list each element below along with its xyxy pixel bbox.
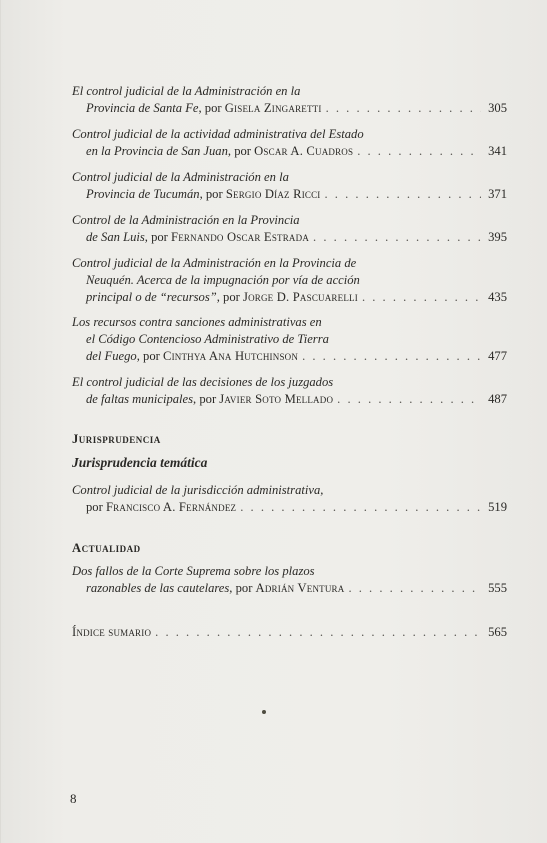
leader-dots <box>240 499 481 516</box>
page-number: 371 <box>488 187 507 201</box>
por-word: por <box>199 392 217 406</box>
entry-author: Oscar A. Cuadros <box>254 144 354 158</box>
leader-dots <box>348 580 481 597</box>
leader-dots <box>337 391 481 408</box>
por-word: por <box>234 144 251 158</box>
por-word: por <box>86 500 103 514</box>
page-number: 519 <box>488 500 507 514</box>
entry-title-line: Control judicial de la jurisdicción administrativa, <box>72 483 324 497</box>
toc-entry[interactable]: Control de la Administración en la Provincia de San Luis , por Fernando Oscar Estrada . . . 395 <box>72 212 507 246</box>
entry-author: Cinthya Ana Hutchinson <box>162 349 299 363</box>
page-number: 555 <box>488 581 507 595</box>
page-number: 477 <box>488 349 507 363</box>
leader-dots <box>326 100 481 117</box>
entry-title-line: El control judicial de la Administración en la <box>72 84 301 98</box>
entry-title-end: Provincia de Tucumán <box>86 187 200 201</box>
entry-title-line: Los recursos contra sanciones administrativas en <box>72 315 322 329</box>
entry-title-end: Provincia de Santa Fe <box>86 101 199 115</box>
page-number: 487 <box>488 392 507 406</box>
entry-author: Javier Soto Mellado <box>219 392 334 406</box>
entry-title-line: Control judicial de la Administración en la Provincia de <box>72 256 357 270</box>
leader-dots <box>155 624 481 641</box>
por-word: por <box>223 290 240 304</box>
entry-title-end: en la Provincia de San Juan <box>86 144 228 158</box>
entry-author: Fernando Oscar Estrada <box>171 230 310 244</box>
entry-title-line: Control de la Administración en la Provincia <box>72 213 300 227</box>
entry-title-end: de San Luis <box>86 230 145 244</box>
section-heading-jurisprudencia: Jurisprudencia <box>72 432 161 446</box>
entry-author: Adrián Ventura <box>255 581 345 595</box>
entry-title-end: razonables de las cautelares <box>86 581 230 595</box>
toc-entry-indice[interactable] <box>72 624 507 641</box>
por-word: por <box>204 101 222 115</box>
leader-dots <box>313 229 481 246</box>
entry-author: Jorge D. Pascuarelli <box>242 290 358 304</box>
toc-entry[interactable] <box>72 482 507 516</box>
por-word: por <box>151 230 168 244</box>
entry-title-line: Control judicial de la Administración en la <box>72 170 289 184</box>
entry-title-line: Dos fallos de la Corte Suprema sobre los plazos <box>72 564 315 578</box>
toc-entry[interactable]: Control judicial de la actividad administrativa del Estado en la Provincia de San Juan , por Oscar A. Cuadros . . . 341 <box>72 126 507 160</box>
leader-dots <box>362 289 481 306</box>
toc-entry[interactable]: El control judicial de la Administración en la Provincia de Santa Fe , por Gisela Zingaretti . . . 305 <box>72 83 507 117</box>
entry-title-line: El control judicial de las decisiones de los juzgados <box>72 375 334 389</box>
page-number: 341 <box>488 144 507 158</box>
page-edge <box>0 0 1 843</box>
entry-title-end: del Fuego <box>86 349 137 363</box>
entry-author: Sergio Díaz Ricci <box>225 187 321 201</box>
page-number: 565 <box>488 625 507 639</box>
toc-entry[interactable]: Control judicial de la Administración en la Provincia de Tucumán , por Sergio Díaz Ricci . . . 371 <box>72 169 507 203</box>
page-number: 395 <box>488 230 507 244</box>
leader-dots <box>357 143 481 160</box>
por-word: por <box>235 581 253 595</box>
subsection-heading: Jurisprudencia temática <box>72 455 208 470</box>
entry-title-line: Neuquén. Acerca de la impugnación por vía de acción <box>86 273 360 287</box>
entry-title-end: principal o de “recursos” <box>86 290 217 304</box>
toc-entry[interactable]: El control judicial de las decisiones de los juzgados de faltas municipales , por Javier Soto Mellado . . . 487 <box>72 374 507 408</box>
leader-dots <box>302 348 481 365</box>
por-word: por <box>205 187 223 201</box>
entry-title-end: de faltas municipales <box>86 392 194 406</box>
folio-number: 8 <box>70 791 77 806</box>
por-word: por <box>143 349 160 363</box>
page-number: 435 <box>488 290 507 304</box>
indice-label: Índice sumario <box>72 625 152 639</box>
page-number: 305 <box>488 101 507 115</box>
section-heading-actualidad: Actualidad <box>72 541 141 555</box>
entry-title-line: Control judicial de la actividad administrativa del Estado <box>72 127 364 141</box>
entry-author: Francisco A. Fernández <box>105 500 237 514</box>
toc-entry[interactable]: Dos fallos de la Corte Suprema sobre los plazos razonables de las cautelares , por Adrián Ventura . . . 555 <box>72 563 507 597</box>
print-speck <box>262 710 266 714</box>
toc-entry[interactable]: Los recursos contra sanciones administrativas en el Código Contencioso Administrativo de Tierra del Fuego , por Cinthya Ana Hutchinson . . . 477 <box>72 314 507 365</box>
toc-entry[interactable]: Control judicial de la Administración en la Provincia de Neuquén. Acerca de la impugnación por vía de acción principal o de “recursos” , por Jorge D. Pascuarelli . . . 435 <box>72 255 507 306</box>
leader-dots <box>325 186 482 203</box>
entry-author: Gisela Zingaretti <box>224 101 322 115</box>
entry-title-line: el Código Contencioso Administrativo de Tierra <box>86 332 329 346</box>
